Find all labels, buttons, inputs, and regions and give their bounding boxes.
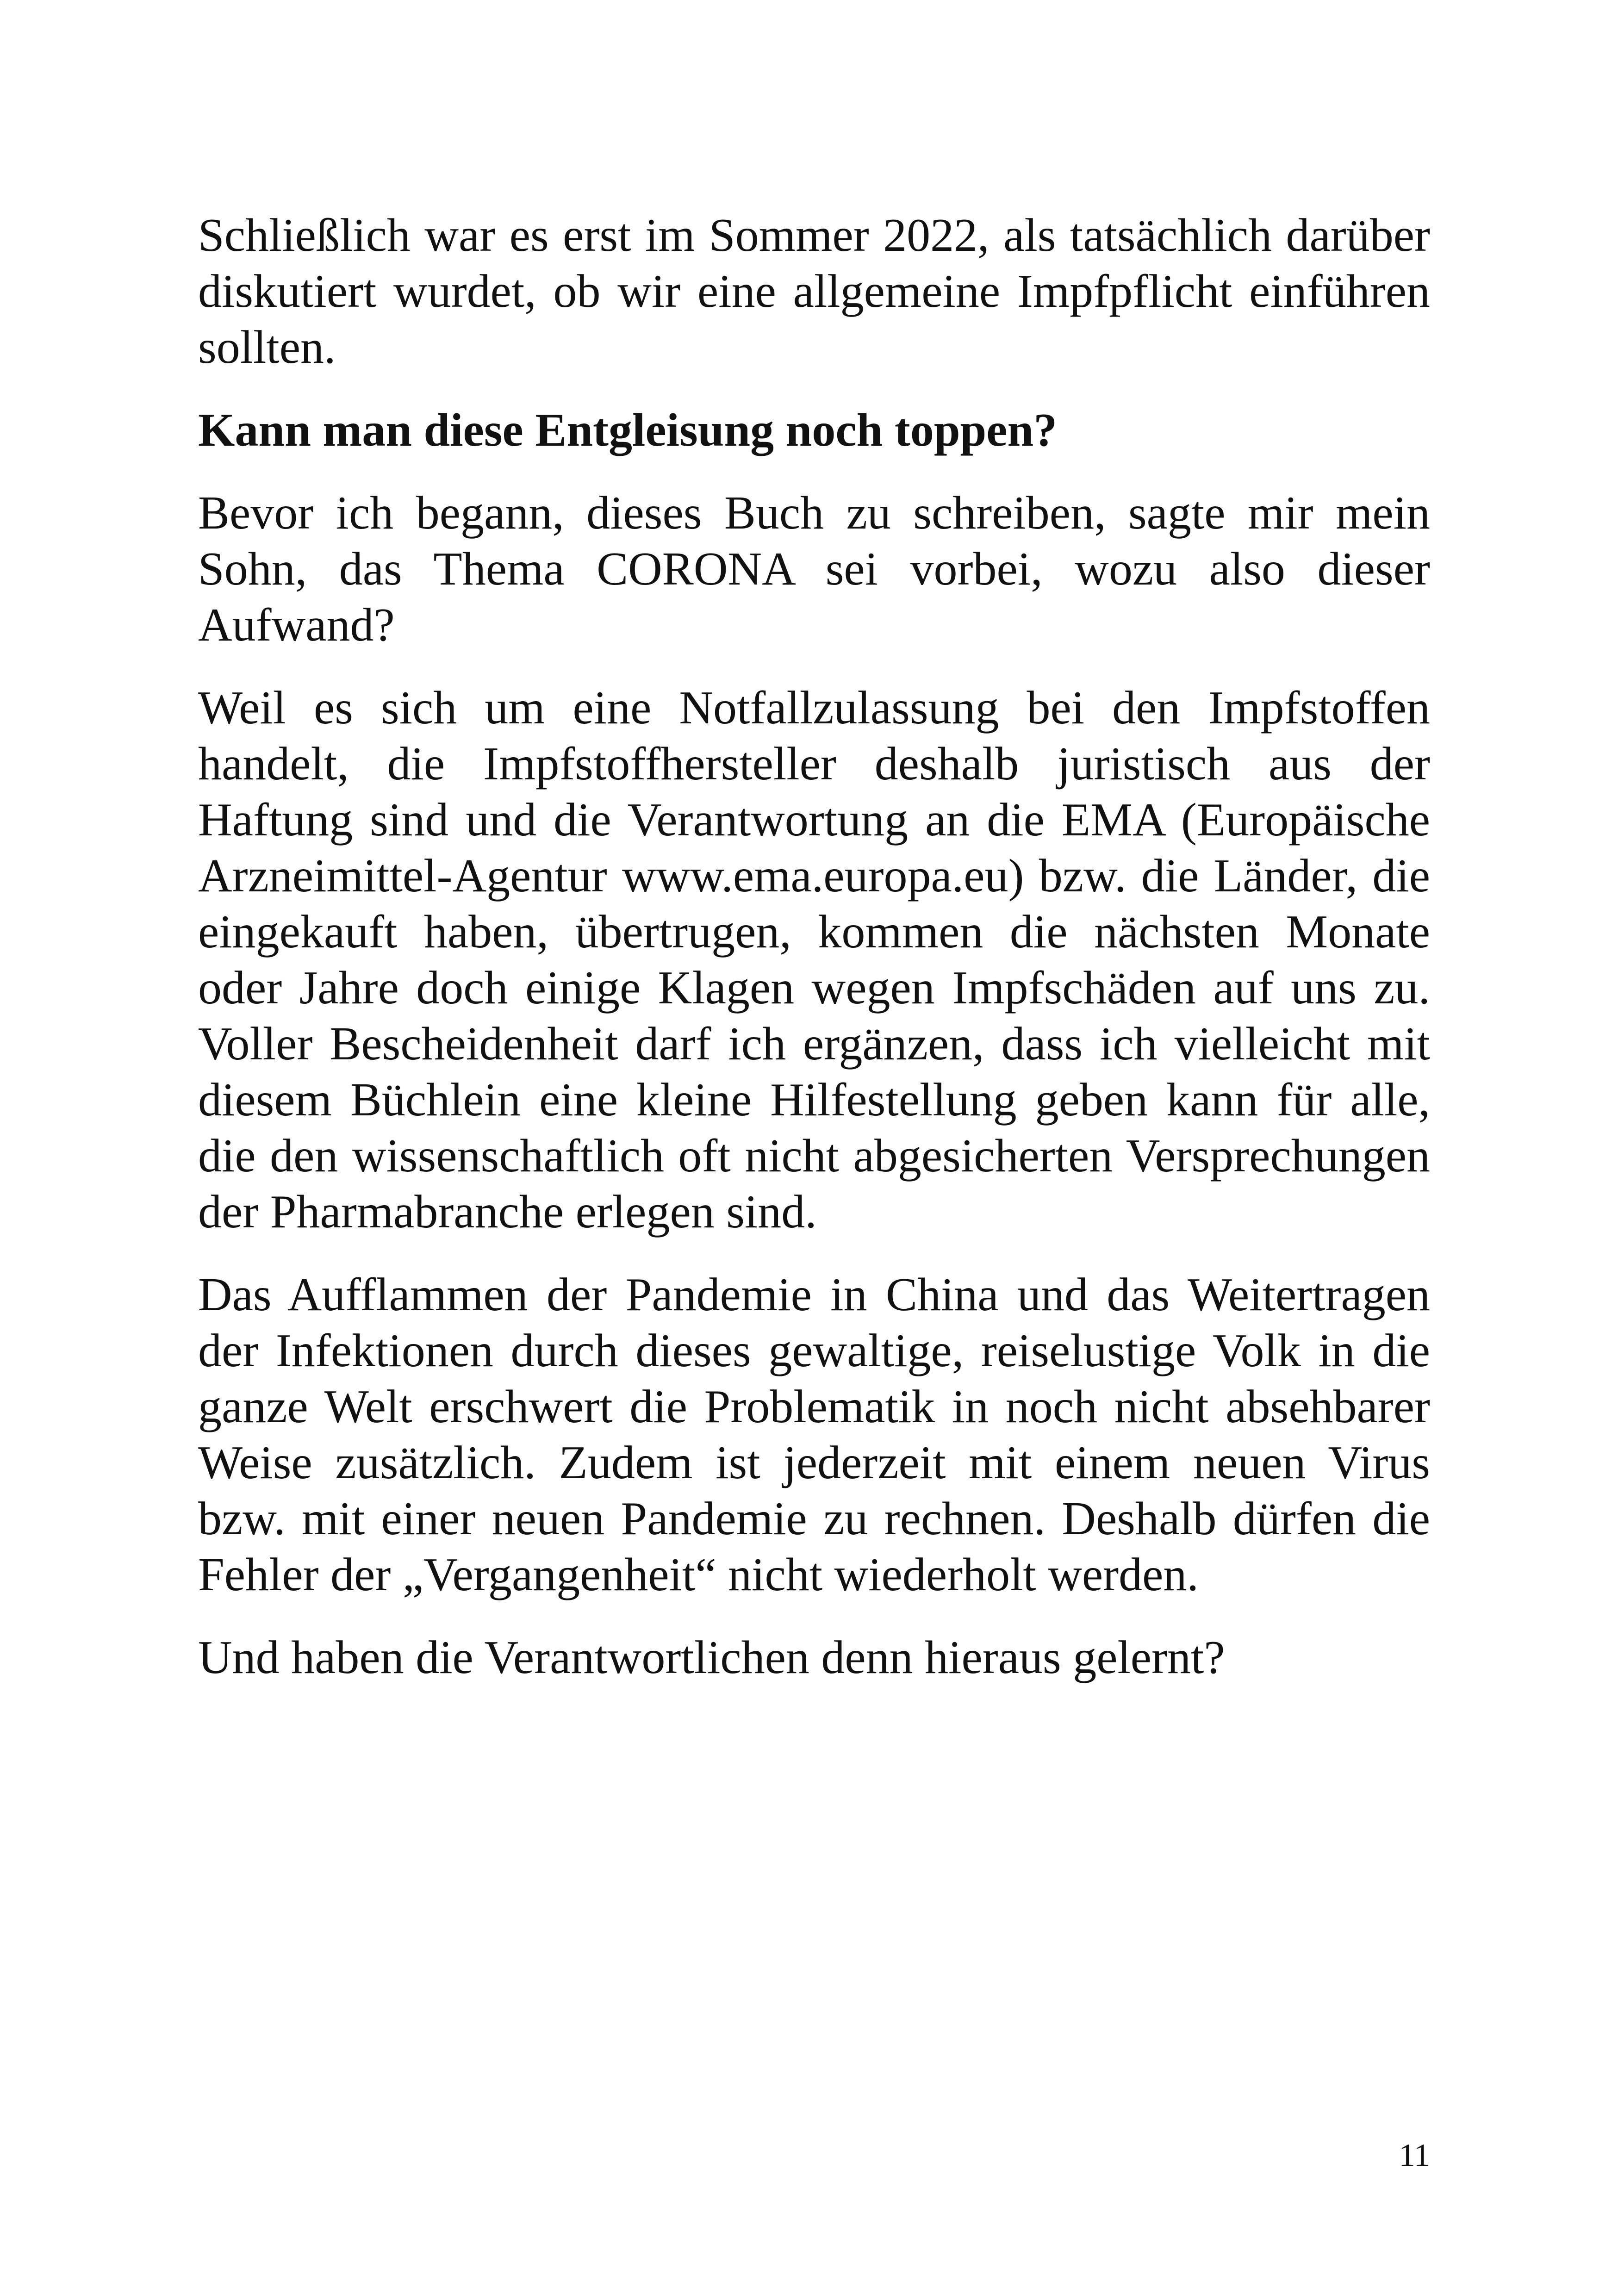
paragraph-sohn: Bevor ich begann, dieses Buch zu schreiben, sagte mir mein Sohn, das Thema CORONA sei vorbei, wozu also dieser Aufwand? [198, 487, 1430, 651]
paragraph-gelernt: Und haben die Verantwortlichen denn hieraus gelernt? [198, 1631, 1225, 1684]
section-heading: Kann man diese Entgleisung noch toppen? [198, 404, 1058, 456]
paragraph-impfpflicht: Schließlich war es erst im Sommer 2022, als tatsächlich darüber diskutiert wurdet, ob wir eine allgemeine Impfpflicht einführen sollten. [198, 209, 1430, 373]
page-number: 11 [1399, 2138, 1430, 2173]
paragraph-notfallzulassung: Weil es sich um eine Notfallzulassung bei den Impfstoffen handelt, die Impfstoffhersteller deshalb juristisch aus der Haftung sind und die Verantwortung an die EMA (Europäische Arzneimittel-Agentur www.ema.europa.eu) bzw. die Länder, die eingekauft haben, übertrugen, kommen die nächsten Monate oder Jahre doch einige Klagen wegen Impfschäden auf uns zu. Voller Bescheidenheit darf ich ergänzen, dass ich vielleicht mit diesem Büchlein eine kleine Hilfestellung geben kann für alle, die den wissenschaftlich oft nicht abgesicherten Versprechungen der Pharmabranche erlegen sind. [198, 682, 1430, 1238]
paragraph-pandemie-china: Das Aufflammen der Pandemie in China und das Weitertragen der Infektionen durch dieses gewaltige, reiselustige Volk in die ganze Welt erschwert die Problematik in noch nicht absehbarer Weise zusätzlich. Zudem ist jederzeit mit einem neuen Virus bzw. mit einer neuen Pandemie zu rechnen. Deshalb dürfen die Fehler der „Vergangenheit“ nicht wiederholt werden. [198, 1269, 1430, 1601]
body-text [198, 207, 1430, 1712]
